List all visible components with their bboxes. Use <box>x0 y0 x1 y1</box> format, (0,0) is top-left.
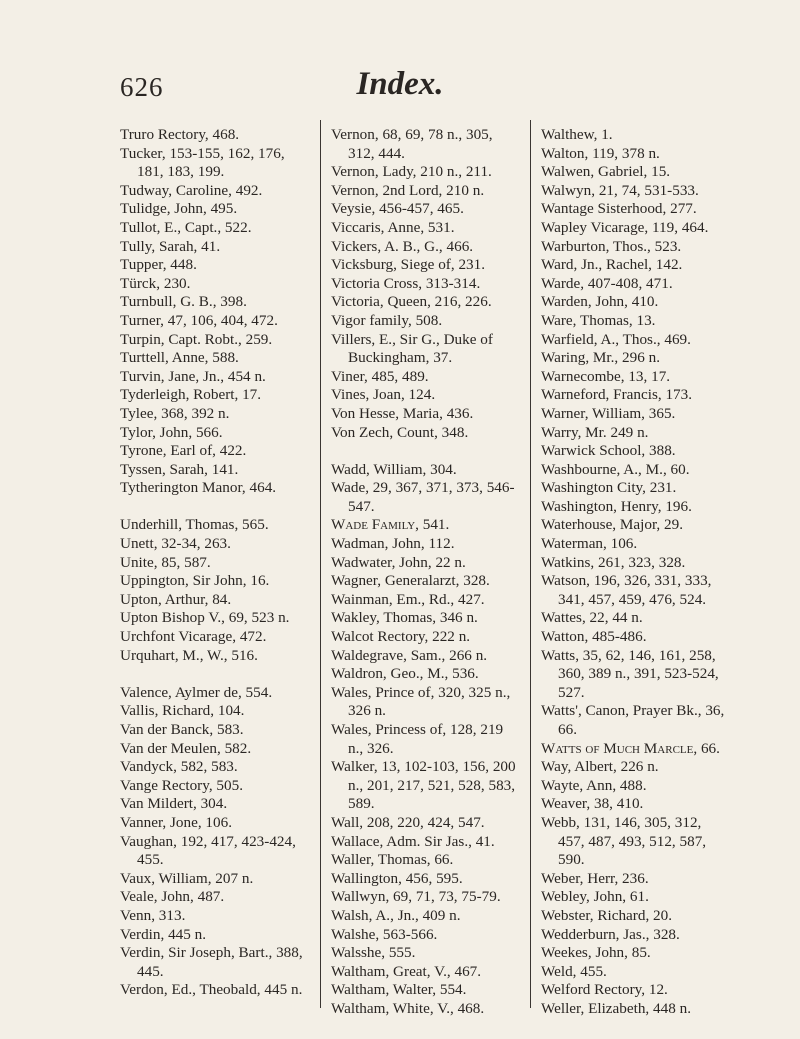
index-entry: Walker, 13, 102-103, 156, 200 n., 201, 217, 521, 528, 583, 589. <box>331 758 516 813</box>
index-entry: Webster, Richard, 20. <box>541 906 673 924</box>
index-entry: Tylee, 368, 392 n. <box>120 404 230 422</box>
index-entry: Uppington, Sir John, 16. <box>120 572 270 590</box>
index-entry: Walsh, A., Jn., 409 n. <box>331 906 461 924</box>
index-entry: Verdin, 445 n. <box>120 925 207 943</box>
index-entry: Tullot, E., Capt., 522. <box>120 218 252 236</box>
index-entry: Wayte, Ann, 488. <box>541 776 647 794</box>
index-entry: Webley, John, 61. <box>541 888 649 906</box>
index-entry: Watkins, 261, 323, 328. <box>541 553 686 571</box>
index-entry: Wallwyn, 69, 71, 73, 75-79. <box>331 888 501 906</box>
index-entry: Van der Banck, 583. <box>120 721 244 738</box>
index-entry: Vallis, Richard, 104. <box>120 702 245 720</box>
index-entry: Watts', Canon, Prayer Bk., 36, 66. <box>541 702 725 738</box>
index-entry: Van der Meulen, 582. <box>120 739 252 757</box>
index-entry: Walsshe, 555. <box>331 944 416 962</box>
index-entry: Türck, 230. <box>120 274 191 292</box>
index-entry: Ward, Jn., Rachel, 142. <box>541 256 683 274</box>
index-entry: Von Hesse, Maria, 436. <box>331 404 474 422</box>
index-entry: Wantage Sisterhood, 277. <box>541 200 697 218</box>
index-entry: Tudway, Caroline, 492. <box>120 181 263 199</box>
page-number: 626 <box>120 72 164 102</box>
column-divider <box>530 120 531 1008</box>
index-entry: Wadwater, John, 22 n. <box>331 553 466 571</box>
index-entry: Waller, Thomas, 66. <box>331 851 454 869</box>
index-entry: Vines, Joan, 124. <box>331 386 436 404</box>
index-entry: Wales, Prince of, 320, 325 n., 326 n. <box>331 683 511 720</box>
index-entry: Urchfont Vicarage, 472. <box>120 628 267 646</box>
index-entry: Wall, 208, 220, 424, 547. <box>331 813 485 831</box>
index-entry: Verdon, Ed., Theobald, 445 n. <box>120 981 303 999</box>
index-entry: Wagner, Generalarzt, 328. <box>331 572 490 590</box>
index-entry: Urquhart, M., W., 516. <box>120 646 258 664</box>
index-entry: Wapley Vicarage, 119, 464. <box>541 218 709 236</box>
index-entry: Unite, 85, 587. <box>120 553 211 571</box>
index-entry: Vange Rectory, 505. <box>120 776 244 794</box>
index-entry: Tytherington Manor, 464. <box>120 479 277 497</box>
index-entry: Wakley, Thomas, 346 n. <box>331 609 478 627</box>
index-entry: Viccaris, Anne, 531. <box>331 218 455 236</box>
index-entry: Weller, Elizabeth, 448 n. <box>541 999 691 1017</box>
index-entry: Wedderburn, Jas., 328. <box>541 925 680 943</box>
index-entry: Venn, 313. <box>120 906 186 924</box>
index-entry: Washbourne, A., M., 60. <box>541 460 690 478</box>
index-entry: Walwen, Gabriel, 15. <box>541 163 671 181</box>
index-entry: Waltham, Walter, 554. <box>331 981 467 999</box>
index-entry: Vernon, 2nd Lord, 210 n. <box>331 181 485 199</box>
index-entry: Veysie, 456-457, 465. <box>331 200 464 218</box>
index-column-1 <box>120 126 308 1000</box>
index-entry: Warde, 407-408, 471. <box>541 274 673 292</box>
index-entry: Valence, Aylmer de, 554. <box>120 683 273 701</box>
index-entry: Tully, Sarah, 41. <box>120 237 221 255</box>
index-entry: Turner, 47, 106, 404, 472. <box>120 311 278 329</box>
index-entry: Waterman, 106. <box>541 535 638 553</box>
index-entry: Waltham, White, V., 468. <box>331 999 485 1017</box>
index-entry: Wadd, William, 304. <box>331 460 457 478</box>
index-entry: Upton Bishop V., 69, 523 n. <box>120 609 290 627</box>
index-entry: Vigor family, 508. <box>331 311 443 329</box>
index-entry: Wallace, Adm. Sir Jas., 41. <box>331 832 495 850</box>
index-entry: Verdin, Sir Joseph, Bart., 388, 445. <box>120 944 303 980</box>
index-entry: Warfield, A., Thos., 469. <box>541 330 691 348</box>
index-entry: Webb, 131, 146, 305, 312, 457, 487, 493, 512, 587, 590. <box>541 813 707 869</box>
index-entry: Walthew, 1. <box>541 126 613 143</box>
index-entry: Turttell, Anne, 588. <box>120 349 239 367</box>
index-entry: Vanner, Jone, 106. <box>120 813 233 831</box>
index-entry: Tylor, John, 566. <box>120 423 223 441</box>
index-entry: Vickers, A. B., G., 466. <box>331 237 474 255</box>
index-entry: Tulidge, John, 495. <box>120 200 238 218</box>
index-entry: Vernon, Lady, 210 n., 211. <box>331 163 492 181</box>
index-entry: Weaver, 38, 410. <box>541 795 644 813</box>
index-entry: Watton, 485-486. <box>541 628 647 646</box>
index-entry: Tyrone, Earl of, 422. <box>120 442 247 460</box>
index-entry: Warnecombe, 13, 17. <box>541 367 671 385</box>
index-entry: Washington City, 231. <box>541 479 677 497</box>
index-entry: Wade, 29, 367, 371, 373, 546-547. <box>331 479 515 515</box>
index-entry: Waring, Mr., 296 n. <box>541 349 660 367</box>
index-entry: Wattes, 22, 44 n. <box>541 609 643 627</box>
index-entry: Way, Albert, 226 n. <box>541 758 659 776</box>
index-entry: Vernon, 68, 69, 78 n., 305, 312, 444. <box>331 126 493 162</box>
column-divider <box>320 120 321 1008</box>
index-entry: Vandyck, 582, 583. <box>120 758 238 776</box>
index-entry: Weekes, John, 85. <box>541 944 651 962</box>
index-entry: Walton, 119, 378 n. <box>541 144 660 162</box>
index-entry: Turpin, Capt. Robt., 259. <box>120 330 273 348</box>
index-entry: Turvin, Jane, Jn., 454 n. <box>120 367 266 385</box>
index-entry: Warden, John, 410. <box>541 293 659 311</box>
index-entry: Ware, Thomas, 13. <box>541 311 656 329</box>
index-entry: Tyssen, Sarah, 141. <box>120 460 239 478</box>
index-entry: Tucker, 153-155, 162, 176, 181, 183, 199. <box>120 144 285 181</box>
index-entry: Warwick School, 388. <box>541 442 676 460</box>
index-entry: Warburton, Thos., 523. <box>541 237 682 255</box>
index-entry: Walshe, 563-566. <box>331 925 438 943</box>
index-entry: Victoria Cross, 313-314. <box>331 274 481 292</box>
index-entry: Warneford, Francis, 173. <box>541 386 693 404</box>
index-entry: Truro Rectory, 468. <box>120 126 240 143</box>
index-entry: Unett, 32-34, 263. <box>120 535 231 553</box>
index-entry: Veale, John, 487. <box>120 888 225 906</box>
index-entry: Tyderleigh, Robert, 17. <box>120 386 262 404</box>
index-entry: Waldron, Geo., M., 536. <box>331 665 479 683</box>
index-entry: Upton, Arthur, 84. <box>120 590 232 608</box>
index-entry: Washington, Henry, 196. <box>541 497 692 515</box>
index-entry: Wadman, John, 112. <box>331 535 455 553</box>
index-column-3 <box>541 126 729 1019</box>
index-entry: Weber, Herr, 236. <box>541 869 649 887</box>
index-entry: Vaux, William, 207 n. <box>120 869 254 887</box>
index-entry: Wainman, Em., Rd., 427. <box>331 590 485 608</box>
index-entry: Warner, William, 365. <box>541 404 676 422</box>
index-entry: Villers, E., Sir G., Duke of Buckingham, 37. <box>331 330 493 367</box>
index-entry: Tupper, 448. <box>120 256 197 274</box>
index-entry: Victoria, Queen, 216, 226. <box>331 293 492 311</box>
index-entry: Watson, 196, 326, 331, 333, 341, 457, 459, 476, 524. <box>541 572 712 608</box>
index-entry: Wade Family, 541. <box>331 516 450 534</box>
index-entry: Walcot Rectory, 222 n. <box>331 628 471 646</box>
index-entry: Wales, Princess of, 128, 219 n., 326. <box>331 721 504 757</box>
index-column-2 <box>331 126 519 1019</box>
index-entry: Van Mildert, 304. <box>120 795 228 813</box>
index-entry: Vicksburg, Siege of, 231. <box>331 256 486 274</box>
index-entry: Viner, 485, 489. <box>331 367 429 385</box>
index-entry: Waltham, Great, V., 467. <box>331 962 482 980</box>
index-entry: Waterhouse, Major, 29. <box>541 516 683 534</box>
index-entry: Weld, 455. <box>541 962 607 980</box>
index-entry: Walwyn, 21, 74, 531-533. <box>541 181 699 199</box>
index-entry: Waldegrave, Sam., 266 n. <box>331 646 488 664</box>
index-entry: Wallington, 456, 595. <box>331 869 463 887</box>
index-entry: Von Zech, Count, 348. <box>331 423 469 441</box>
index-entry: Underhill, Thomas, 565. <box>120 516 269 534</box>
index-entry: Watts of Much Marcle, 66. <box>541 739 720 757</box>
index-entry: Turnbull, G. B., 398. <box>120 293 247 311</box>
page-title: Index. <box>356 66 444 102</box>
index-entry: Warry, Mr. 249 n. <box>541 423 649 441</box>
index-entry: Watts, 35, 62, 146, 161, 258, 360, 389 n., 391, 523-524, 527. <box>541 646 719 701</box>
index-entry: Vaughan, 192, 417, 423-424, 455. <box>120 832 296 869</box>
index-entry: Welford Rectory, 12. <box>541 981 668 999</box>
